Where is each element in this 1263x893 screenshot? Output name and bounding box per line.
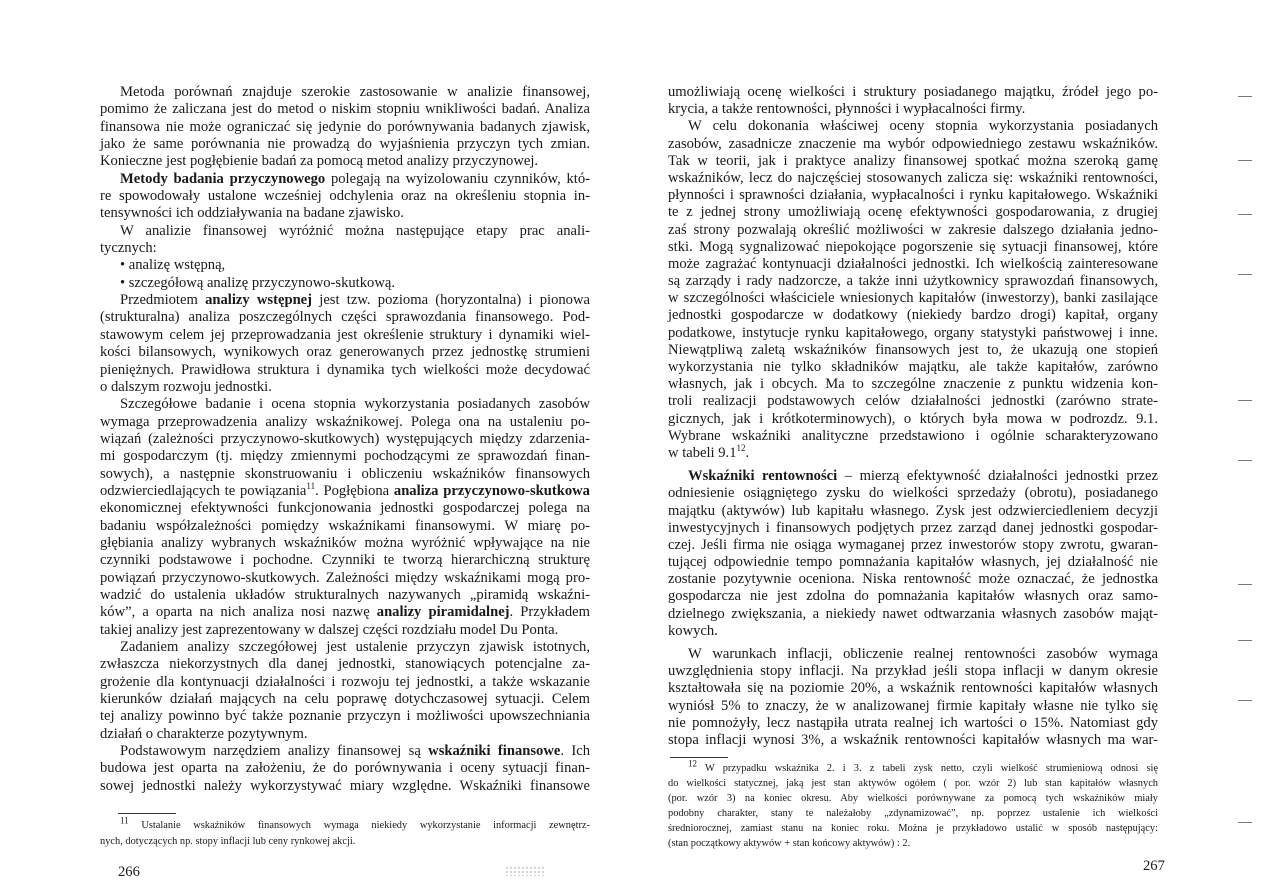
text-run: Niewątpliwą zaletą wskaźników finansowych jest to, że ukazują one stopień xyxy=(668,341,1158,358)
footnote-rule xyxy=(670,757,728,758)
text-line xyxy=(100,379,590,396)
text-line xyxy=(100,778,590,795)
text-run: Konieczne jest pogłębienie badań za pomocą metod analizy przyczynowej. xyxy=(100,153,539,170)
text-run: Zadaniem analizy szczegółowej jest ustalenie przyczyn zjawisk istotnych, xyxy=(120,639,590,655)
text-run: . Ich xyxy=(560,743,590,760)
text-run: podatkowe, instytucje rynku kapitałowego, organy statystyki państwowej i inne. xyxy=(668,324,1158,341)
text-line xyxy=(668,503,1158,520)
text-run: podobny charakter, stany te należałoby „zdynamizować”, np. poprzez ustalenie ich wielkości xyxy=(668,808,1158,819)
text-line xyxy=(100,726,590,743)
text-line xyxy=(668,290,1158,307)
text-run: kierunków działań mających na celu poprawę dotychczasowej sytuacji. Celem xyxy=(100,691,590,708)
bold-term: analiza przyczynowo-skutkowa xyxy=(393,482,590,499)
text-run: ków”, a oparta na nich analiza nosi nazwę xyxy=(100,604,377,621)
bold-term: analizy wstępnej xyxy=(205,292,313,309)
footnote-line xyxy=(668,836,1158,851)
text-line xyxy=(100,466,590,483)
text-line xyxy=(668,204,1158,221)
text-line xyxy=(100,604,590,621)
text-run: pomimo że zaliczana jest do metod o niskim stopniu wnikliwości badań. Analiza xyxy=(100,101,590,118)
text-run: zwłaszcza niekorzystnych dla danej jednostki, stanowiących potencjalne za- xyxy=(100,656,590,673)
text-run: W analizie finansowej wyróżnić można następujące etapy prac anali- xyxy=(120,222,590,239)
text-run: W przypadku wskaźnika 2. i 3. z tabeli zysk netto, czyli wielkość strumieniową odnosi się xyxy=(697,763,1158,774)
text-run: (stan początkowy aktywów + stan końcowy aktywów) : 2. xyxy=(668,838,911,849)
text-run: wiązań (zależności przyczynowo-skutkowych) występujących między zdarzenia- xyxy=(100,430,590,447)
text-line xyxy=(100,275,590,292)
scan-noise xyxy=(505,866,545,876)
text-line xyxy=(100,570,590,587)
text-run: głębiania analizy wybranych wskaźników można wyróżnić wpływające na nie xyxy=(100,534,590,551)
text-run: kształtowała się na poziomie 20%, a wskaźnik rentowności kapitałów własnych xyxy=(668,680,1158,697)
text-run: (strukturalna) analiza poszczególnych części sprawozdania finansowego. Pod- xyxy=(100,309,590,326)
text-run: może zagrażać kontynuacji działalności jednostki. Ich wielkością zainteresowane xyxy=(668,255,1158,272)
scan-edge-mark xyxy=(1238,584,1252,585)
text-line xyxy=(100,101,590,118)
text-run: działań o charakterze pozytywnym. xyxy=(100,725,308,742)
text-line xyxy=(100,535,590,552)
text-line xyxy=(100,448,590,465)
text-line xyxy=(668,239,1158,256)
text-line xyxy=(100,257,590,274)
text-line xyxy=(100,136,590,153)
text-run: Przedmiotem xyxy=(120,292,206,309)
text-run: W celu dokonania właściwej oceny stopnia wykorzystania posiadanych xyxy=(688,118,1158,135)
scan-edge-mark xyxy=(1238,96,1252,97)
bold-term: analizy piramidalnej xyxy=(376,604,510,621)
text-run: nych, dotyczących np. stopy inflacji lub ceny rynkowej akcji. xyxy=(100,836,356,847)
text-line xyxy=(668,485,1158,502)
footnote-line xyxy=(668,758,1158,776)
text-run: takiej analizy jest zaprezentowany w dalszej części rozdziału model Du Ponta. xyxy=(100,621,559,638)
text-run: W warunkach inflacji, obliczenie realnej rentowności zasobów wymaga xyxy=(688,646,1158,662)
footnote-reference: 11 xyxy=(306,481,316,492)
text-run: re spowodowały ustalone wcześniej odchylenia oraz na określeniu stopnia in- xyxy=(100,188,590,205)
text-line xyxy=(100,622,590,639)
footnote-line xyxy=(668,791,1158,806)
text-run: własnych, jak i obcych. Ma to szczególne znaczenie z punktu widzenia kon- xyxy=(668,376,1158,393)
text-run: stki. Mogą sygnalizować niepokojące pogorszenie się sytuacji finansowej, które xyxy=(668,238,1158,255)
bold-term: Wskaźniki rentowności xyxy=(688,468,838,485)
text-line xyxy=(668,325,1158,342)
text-run: jednostki gospodarcze w dodatkowy (niekiedy bardzo drogi) kapitał, organy xyxy=(668,307,1158,324)
text-line xyxy=(668,256,1158,273)
text-line xyxy=(100,743,590,760)
footnote-line xyxy=(100,815,590,834)
text-run: tej analizy powinno być także poznanie przyczyn i możliwości upowszechniania xyxy=(100,708,590,725)
text-line xyxy=(100,500,590,517)
text-run: . Pogłębiona xyxy=(315,482,394,499)
text-line xyxy=(100,223,590,240)
text-run: krycia, a także rentowności, płynności i wypłacalności firmy. xyxy=(668,101,1026,118)
left-page-footnote xyxy=(100,815,590,850)
text-run: są zarządy i rady nadzorcze, a także inni użytkownicy sprawozdań finansowych, xyxy=(668,273,1158,290)
text-line xyxy=(668,187,1158,204)
text-run: tensywności ich oddziaływania na badane zjawisko. xyxy=(100,205,404,222)
text-line xyxy=(668,359,1158,376)
text-run: Wybrane wskaźniki analityczne przedstawiono i ogólnie scharakteryzowano xyxy=(668,427,1158,444)
bold-term: wskaźniki finansowe xyxy=(428,743,561,760)
text-run: wyniósł 5% to znaczy, że w analizowanej firmie kapitały własne nie tylko się xyxy=(668,697,1158,714)
text-line xyxy=(668,342,1158,359)
text-run: Tak w teorii, jak i praktyce analizy finansowej spotkać można szeroką gamę xyxy=(668,152,1158,169)
text-line xyxy=(668,680,1158,697)
text-line xyxy=(668,273,1158,290)
text-run: o dalszym rozwoju jednostki. xyxy=(100,378,272,395)
text-run: tującej odpowiednie tempo pomnażania kapitałów własnych, jej działalność nie xyxy=(668,554,1158,571)
text-line xyxy=(668,698,1158,715)
text-run: tycznych: xyxy=(100,240,157,257)
scan-edge-mark xyxy=(1238,400,1252,401)
text-line xyxy=(100,84,590,101)
text-line xyxy=(668,554,1158,571)
text-run: badaniu współzależności pomiędzy wskaźnikami finansowymi. W miarę po- xyxy=(100,517,590,534)
text-run: stawowym celem jej przeprowadzania jest określenie struktury i dynamiki wiel- xyxy=(100,326,590,343)
text-run: uwzględnienia stopy inflacji. Na przykład jeśli stopa inflacji w danym okresie xyxy=(668,663,1158,680)
text-run: gicznych, jak i krótkoterminowych), o których była mowa w podrozdz. 9.1. xyxy=(668,410,1158,427)
text-run: . Przykładem xyxy=(509,604,590,621)
text-line xyxy=(100,691,590,708)
text-run: mi gospodarczym (tj. między zmiennymi pochodzącymi ze sprawozdań finan- xyxy=(100,448,590,465)
footnote-line xyxy=(668,806,1158,821)
right-page xyxy=(640,0,1263,893)
text-line xyxy=(668,445,1158,462)
text-run: inwestycyjnych i finansowych podjętych przez zarząd danej jednostki gospodar- xyxy=(668,519,1158,536)
text-run: czej. Jeśli firma nie osiąga wymaganej przez inwestorów stopy zwrotu, gwaran- xyxy=(668,536,1158,553)
text-run: budowa jest oparta na założeniu, że do porównywania i oceny sytuacji finan- xyxy=(100,760,590,777)
text-run: • szczegółową analizę przyczynowo-skutkową. xyxy=(120,274,395,291)
text-run: gospodarcza nie jest zdolna do pomnażania kapitałów własnych oraz samo- xyxy=(668,588,1158,605)
text-line xyxy=(100,639,590,656)
text-line xyxy=(100,119,590,136)
text-line xyxy=(668,732,1158,749)
text-run: Metoda porównań znajduje szerokie zastosowanie w analizie finansowej, xyxy=(120,84,590,100)
text-run: czynniki podstawowe i pochodne. Czynniki te tworzą hierarchiczną strukturę xyxy=(100,552,590,569)
text-line xyxy=(668,136,1158,153)
text-run: majątku (aktywów) lub kapitału własnego. Zysk jest odzwierciedleniem decyzji xyxy=(668,502,1158,519)
text-run: dzielnego zwiększania, a niekiedy nawet odtwarzania własnych zasobów mająt- xyxy=(668,605,1158,622)
footnote-reference: 12 xyxy=(688,758,697,769)
text-run: odniesienie osiągniętego zysku do wielkości sprzedaży (obrotu), posiadanego xyxy=(668,485,1158,502)
text-line xyxy=(668,101,1158,118)
text-run: sowych), a następnie skonstruowaniu i obliczeniu wskaźników finansowych xyxy=(100,465,590,482)
left-page-body xyxy=(100,84,590,795)
text-run: średniorocznej, zamiast stanu na koniec roku. Można je przykładowo ustalić w sposób następujący: xyxy=(668,823,1158,834)
text-line xyxy=(100,292,590,309)
text-line xyxy=(668,588,1158,605)
text-line xyxy=(668,153,1158,170)
text-line xyxy=(100,708,590,725)
text-line xyxy=(100,674,590,691)
text-line xyxy=(100,153,590,170)
text-line xyxy=(100,171,590,188)
text-line xyxy=(100,587,590,604)
text-run: jest tzw. pozioma (horyzontalna) i pionowa xyxy=(312,292,590,309)
text-run: pieniężnych. Prawidłowa struktura i dynamika tych wielkości może decydować xyxy=(100,361,590,378)
scan-edge-mark xyxy=(1238,214,1252,215)
footnote-reference: 11 xyxy=(120,815,129,826)
scan-edge-mark xyxy=(1238,460,1252,461)
text-line xyxy=(100,205,590,222)
bold-term: Metody badania przyczynowego xyxy=(120,170,326,187)
text-line xyxy=(668,623,1158,640)
text-line xyxy=(668,520,1158,537)
text-line xyxy=(100,414,590,431)
page-number: 267 xyxy=(1143,858,1165,874)
text-run: wadzić do ustalenia układów strukturalnych nazywanych „piramidą wskaźni- xyxy=(100,586,590,603)
text-line xyxy=(668,393,1158,410)
text-run: zostanie pozytywnie oceniona. Niska rentowność może oznaczać, że jednostka xyxy=(668,571,1158,588)
text-line xyxy=(100,188,590,205)
text-run: umożliwiają ocenę wielkości i struktury posiadanego majątku, źródeł jego po- xyxy=(668,84,1158,100)
footnote-line xyxy=(668,821,1158,836)
text-run: ekonomicznej efektywności funkcjonowania jednostki gospodarczej polega na xyxy=(100,500,590,517)
text-run: finansowa nie może ograniczać się jedynie do porównywania badanych zjawisk, xyxy=(100,118,590,135)
text-run: w szczególności właściciele wniesionych kapitałów (inwestorzy), banki zasilające xyxy=(668,290,1158,307)
text-run: Ustalanie wskaźników finansowych wymaga niekiedy wykorzystanie informacji zewnętrz- xyxy=(128,820,590,831)
text-line xyxy=(100,344,590,361)
text-run: wskaźników, lecz do najczęściej stosowanych zalicza się: wskaźniki rentowności, xyxy=(668,169,1158,186)
text-line xyxy=(100,396,590,413)
text-line xyxy=(100,760,590,777)
text-run: – mierzą efektywność działalności jednostki przez xyxy=(837,468,1158,485)
text-run: odzwierciedlających te powiązania xyxy=(100,482,307,499)
text-line xyxy=(668,468,1158,485)
scan-edge-mark xyxy=(1238,700,1252,701)
text-line xyxy=(668,606,1158,623)
text-line xyxy=(100,656,590,673)
text-line xyxy=(668,376,1158,393)
text-run: • analizę wstępną, xyxy=(120,257,226,274)
text-line xyxy=(100,327,590,344)
text-line xyxy=(668,715,1158,732)
text-run: zaś strony pozwalają określić możliwości w zakresie dalszego działania jedno- xyxy=(668,221,1158,238)
text-run: grożenie dla kontynuacji działalności i rozwoju tej jednostki, a także wskazanie xyxy=(100,673,590,690)
text-run: kości bilansowych, wynikowych oraz generowanych przez jednostkę strumieni xyxy=(100,344,590,361)
text-line xyxy=(100,431,590,448)
text-line xyxy=(100,552,590,569)
text-line xyxy=(100,518,590,535)
footnote-line xyxy=(668,776,1158,791)
text-line xyxy=(668,571,1158,588)
text-run: te z jednej strony umożliwiają ocenę efektywności gospodarowania, z drugiej xyxy=(668,204,1158,221)
text-line xyxy=(668,411,1158,428)
text-line xyxy=(668,118,1158,135)
scan-edge-mark xyxy=(1238,822,1252,823)
text-run: jako że same porównania nie prowadzą do wyjaśnienia przyczyn tych zmian. xyxy=(100,136,590,153)
text-run: zasobów, zasadnicze znaczenie ma wybór odpowiedniego zestawu wskaźników. xyxy=(668,135,1158,152)
text-run: płynności i sprawności działania, wypłacalności i rynku kapitałowego. Wskaźniki xyxy=(668,187,1158,204)
text-line xyxy=(668,222,1158,239)
page-number: 266 xyxy=(118,864,140,880)
text-run: stopa inflacji wynosi 3%, a wskaźnik rentowności kapitałów własnych ma war- xyxy=(668,731,1158,748)
text-run: troli realizacji podstawowych celów działalności jednostki (zarówno strate- xyxy=(668,393,1158,410)
text-line xyxy=(668,646,1158,663)
scan-edge-mark xyxy=(1238,640,1252,641)
text-run: Szczegółowe badanie i ocena stopnia wykorzystania posiadanych zasobów xyxy=(120,396,590,413)
scan-edge-mark xyxy=(1238,274,1252,275)
text-line xyxy=(668,537,1158,554)
right-page-footnote xyxy=(668,758,1158,851)
text-run: . xyxy=(745,444,750,461)
text-line xyxy=(100,483,590,500)
footnote-line xyxy=(100,834,590,850)
text-run: kowych. xyxy=(668,622,718,639)
text-line xyxy=(100,240,590,257)
scan-edge-mark xyxy=(1238,160,1252,161)
text-line xyxy=(668,84,1158,101)
text-run: Podstawowym narzędziem analizy finansowej są xyxy=(120,743,429,760)
text-run: wymaga przeprowadzenia analizy wskaźnikowej. Polega ona na ustaleniu po- xyxy=(100,413,590,430)
text-line xyxy=(668,307,1158,324)
text-line xyxy=(100,362,590,379)
text-run: sowej jednostki należy wykorzystywać miary względne. Wskaźniki finansowe xyxy=(100,777,590,794)
footnote-rule xyxy=(118,813,176,814)
text-run: wykorzystania nie tylko składników majątku, ale także kapitałów, zarówno xyxy=(668,359,1158,375)
text-line xyxy=(100,309,590,326)
text-run: polegają na wyizolowaniu czynników, któ- xyxy=(325,170,590,187)
text-run: do wielkości statycznej, jaką jest stan aktywów ogółem ( por. wzór 2) lub stan kapitałów własnych xyxy=(668,778,1158,789)
text-run: nie pomnożyły, lecz nastąpiła utrata realnej ich wartości o 15%. Natomiast gdy xyxy=(668,714,1158,731)
text-run: (por. wzór 3) na koniec okresu. Aby wielkości porównywane za pomocą tych wskaźników miały xyxy=(668,793,1158,804)
text-run: w tabeli 9.1 xyxy=(668,444,737,461)
text-line xyxy=(668,170,1158,187)
text-run: powiązań przyczynowo-skutkowych. Zależności między wskaźnikami mogą pro- xyxy=(100,569,590,586)
right-page-body xyxy=(668,84,1158,749)
text-line xyxy=(668,663,1158,680)
footnote-reference: 12 xyxy=(736,443,746,454)
